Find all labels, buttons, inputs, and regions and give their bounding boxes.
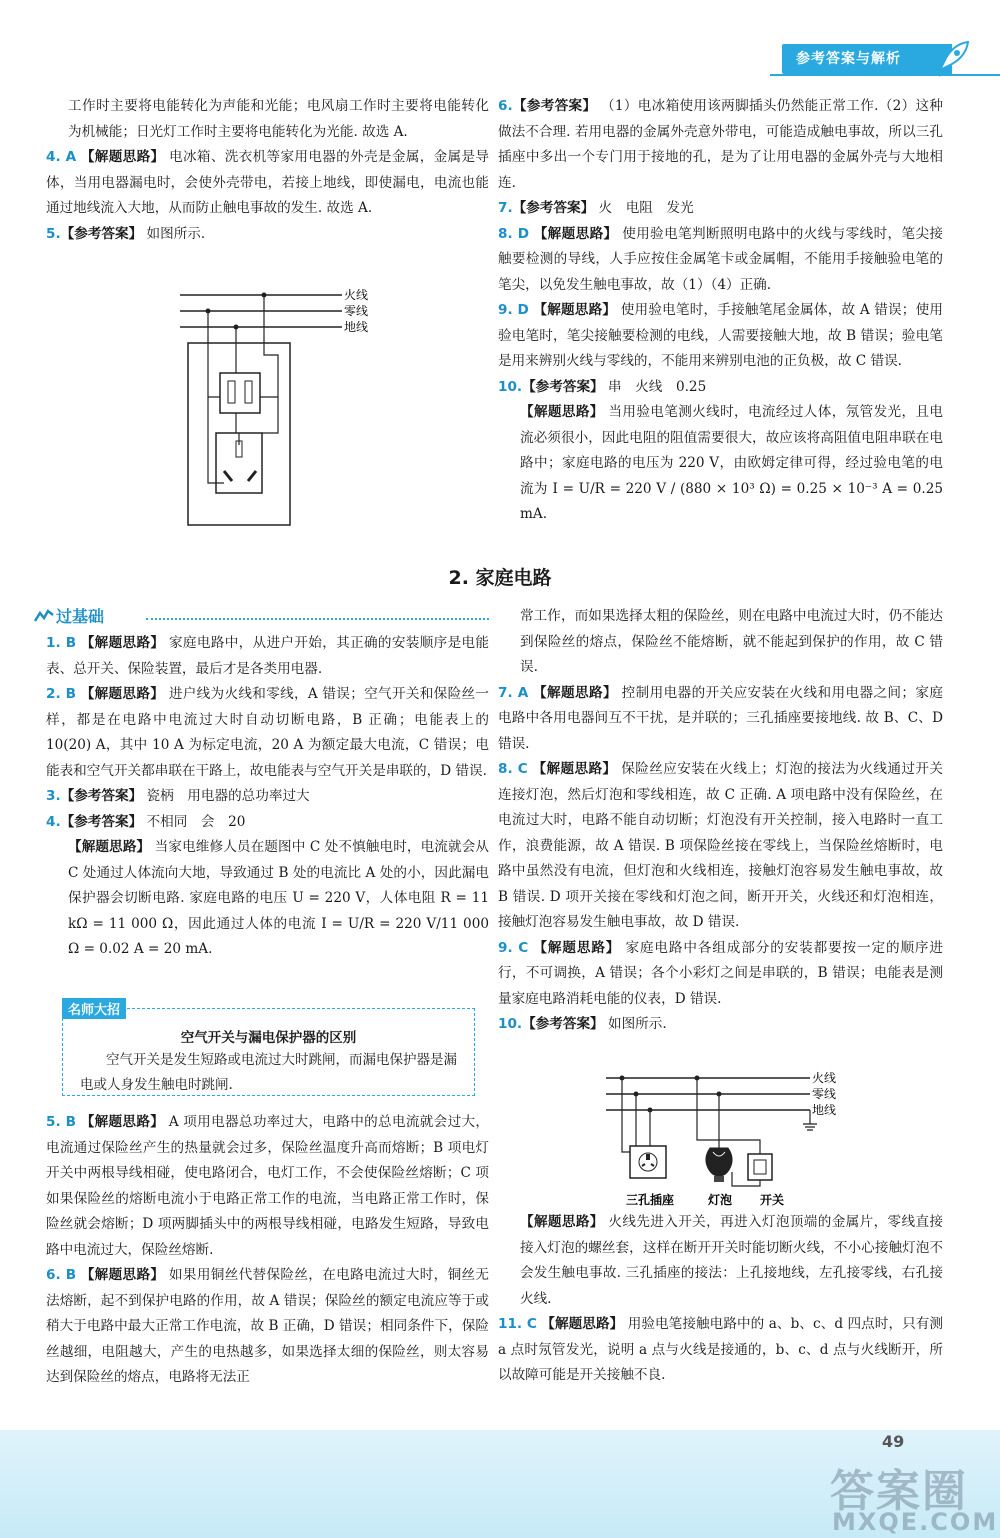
answer-tag: 【解题思路】: [80, 686, 165, 702]
answer-item: [498, 298, 943, 375]
jichu-icon: [34, 609, 54, 623]
answer-text: 使用验电笔判断照明电路中的火线与零线时，笔尖接触要检测的导线，人手应按住金属笔卡或金属帽，不能用手接触验电笔的笔尖，以免发生触电事故，故（1）（4）正确.: [498, 225, 944, 293]
answer-tag: 【解题思路】: [80, 1114, 165, 1130]
answer-item: [498, 400, 943, 528]
rocket-icon: [932, 38, 972, 78]
answer-item: [46, 222, 489, 248]
answer-item: [498, 222, 943, 299]
continuation-text: 常工作，而如果选择太粗的保险丝，则在电路中电流过大时，仍不能达到保险丝的熔点，保险丝不能熔断，就不能起到保护的作用，故 C 错误.: [520, 608, 943, 675]
question-number: 2. B: [46, 686, 77, 702]
answer-tag: 【解题思路】: [80, 1267, 165, 1283]
question-number: 6. B: [46, 1267, 77, 1283]
answer-item: [498, 1312, 943, 1389]
right-top-column: [498, 94, 943, 528]
answer-item: [498, 94, 943, 196]
answer-text: 电冰箱、洗衣机等家用电器的外壳是金属，金属是导体，当用电器漏电时，会使外壳带电，若接上地线，即使漏电，电流也能通过地线流入大地，从而防止触电事故的发生. 故选 A.: [46, 149, 489, 216]
answer-tag: 【参考答案】: [522, 378, 604, 395]
answer-tag: 【参考答案】: [60, 225, 143, 242]
answer-tag: 【解题思路】: [533, 939, 621, 956]
right-bottom-column: [498, 604, 943, 1038]
question-number: 9. C: [498, 939, 529, 956]
answer-text: 如图所示.: [607, 1016, 667, 1032]
answer-tag: 【解题思路】: [80, 635, 165, 651]
socket-label: 三孔插座: [626, 1193, 675, 1207]
answer-text: 火 电阻 发光: [598, 200, 694, 216]
tips-label: 名师大招: [62, 998, 126, 1019]
fire-line-label: 火线: [812, 1071, 837, 1085]
left-bottom-column-2: [46, 1110, 489, 1391]
ground-line-label: 地线: [344, 320, 369, 334]
question-number: 1. B: [46, 635, 77, 651]
household-circuit-figure: [600, 1068, 850, 1214]
watermark-url: MXQE.COM: [832, 1508, 999, 1536]
zero-line-label: 零线: [344, 304, 369, 318]
answer-tag: 【参考答案】: [512, 98, 597, 114]
answer-text: 火线先进入开关，再进入灯泡顶端的金属片，零线直接接入灯泡的螺丝套，这样在断开开关时能切断火线，不小心接触灯泡不会发生触电事故. 三孔插座的接法：上孔接地线，左孔接零线，右孔接火线.: [520, 1214, 943, 1307]
answer-item: [498, 1210, 943, 1312]
answer-text: 保险丝应安装在火线上；灯泡的接法为火线通过开关连接灯泡，然后灯泡和零线相连，故 C 正确. A 项电路中没有保险丝，在电流过大时，电路不能自动切断；灯泡没有开关控制，接入电路时一直工作，浪费能源，故 A 错误. B 项保险丝接在零线上，当保险丝熔断时，电路中虽然没有电流，但灯泡和火线相连，接触灯泡容易发生触电事故，故 B 错误. D 项开关接在零线和灯泡之间，断开开关，火线还和灯泡相连，接触灯泡容易发生触电事故，故 D 错误.: [498, 761, 943, 930]
answer-text: （1）电冰箱使用该两脚插头仍然能正常工作.（2）这种做法不合理. 若用电器的金属外壳意外带电，可能造成触电事故，所以三孔插座中多出一个专门用于接地的孔，是为了让用电器的金属外壳与大地相连.: [498, 98, 944, 191]
answer-tag: 【解题思路】: [541, 1316, 624, 1332]
switch-label: 开关: [760, 1193, 785, 1207]
answer-tag: 【参考答案】: [522, 1016, 604, 1032]
watermark: 答案圈: [830, 1466, 968, 1517]
answer-tag: 【解题思路】: [533, 302, 617, 318]
answer-item: [498, 1012, 943, 1038]
answer-item: [46, 631, 489, 682]
answer-tag: 【解题思路】: [520, 404, 604, 420]
question-number: 6.: [498, 98, 513, 114]
answer-item: [46, 682, 489, 784]
answer-text: 家庭电路中，从进户开始，其正确的安装顺序是电能表、总开关、保险装置，最后才是各类用电器.: [46, 635, 490, 677]
zero-line-label: 零线: [812, 1087, 837, 1101]
question-number: 3.: [46, 788, 61, 804]
answer-tag: 【解题思路】: [533, 225, 618, 242]
answer-tag: 【解题思路】: [68, 839, 151, 855]
answer-text: 家庭电路中各组成部分的安装都要按一定的顺序进行，不可调换，A 错误；各个小彩灯之间是串联的，B 错误；电能表是测量家庭电路消耗电能的仪表，D 错误.: [498, 939, 943, 1007]
answer-text: 当用验电笔测火线时，电流经过人体，氖管发光，且电流必须很小，因此电阻的阻值需要很大，故应该将高阻值电阻串联在电路中；家庭电路的电压为 220 V，由欧姆定律可得，经过验电笔的电流为: [520, 404, 943, 497]
jichu-divider: [146, 618, 489, 620]
page-number: 49: [882, 1432, 905, 1451]
header-tab: 参考答案与解析: [782, 44, 952, 74]
answer-item: [498, 757, 943, 936]
question-number: 10.: [498, 1016, 523, 1032]
question-number: 7. A: [498, 684, 529, 701]
question-number: 9. D: [498, 302, 529, 318]
answer-tag: 【解题思路】: [533, 684, 617, 701]
left-bottom-column: [46, 631, 489, 963]
answer-item: [46, 145, 489, 222]
right-bottom-column-2: [498, 1210, 943, 1389]
answer-tag: 【解题思路】: [532, 761, 617, 777]
continuation-text: 工作时主要将电能转化为声能和光能；电风扇工作时主要将电能转化为机械能；日光灯工作时主要将电能转化为光能. 故选 A.: [68, 98, 489, 140]
question-number: 5.: [46, 225, 61, 242]
jichu-label: 过基础: [56, 607, 105, 626]
answer-tag: 【参考答案】: [60, 788, 143, 804]
answer-item: [498, 196, 943, 222]
question-number: 11. C: [498, 1316, 537, 1332]
question-number: 5. B: [46, 1114, 77, 1130]
question-number: 10.: [498, 378, 523, 395]
answer-tag: 【参考答案】: [60, 813, 143, 830]
answer-tag: 【解题思路】: [520, 1214, 604, 1230]
question-number: 4. A: [46, 149, 77, 165]
answer-item: [46, 1110, 489, 1263]
answer-text: 如图所示.: [146, 225, 206, 242]
socket-wiring-figure: [170, 285, 380, 530]
answer-text: 进户线为火线和零线，A 错误；空气开关和保险丝一样，都是在电路中电流过大时自动切断电路，B 正确；电能表上的 10(20) A，其中 10 A 为标定电流，20 A 为额定最大电流，C 错误；电能表和空气开关都串联在干路上，故电能表与空气开关是串联的，D 错误.: [46, 686, 490, 779]
question-number: 4.: [46, 813, 61, 830]
ground-line-label: 地线: [812, 1103, 837, 1117]
answer-tag: 【解题思路】: [80, 149, 165, 165]
answer-text: 当家电维修人员在题图中 C 处不慎触电时，电流就会从 C 处通过人体流向大地，导致通过 B 处的电流比 A 处的小，因此漏电保护器会切断电路. 家庭电路的电压 U = 220 V，人体电阻 R = 11 kΩ = 11 000 Ω，因此通过人体的电流 I = U/R = 220 V/11 000 Ω = 0.02 A = 20 mA.: [68, 839, 490, 957]
answer-item: [498, 936, 943, 1013]
tips-title: 空气开关与漏电保护器的区别: [180, 1030, 357, 1046]
answer-item: [46, 810, 489, 836]
answer-item: [46, 784, 489, 810]
answer-text: 控制用电器的开关应安装在火线和用电器之间；家庭电路中各用电器间互不干扰，是并联的；三孔插座要接地线. 故 B、C、D 错误.: [498, 684, 943, 752]
answer-item: [498, 681, 943, 758]
formula: I = U/R = 220 V / (880 × 10³ Ω) = 0.25 × 10⁻³ A = 0.25 mA.: [520, 480, 943, 522]
jichu-bar: [34, 604, 489, 628]
answer-item: [498, 375, 943, 401]
tips-body: [80, 1048, 465, 1098]
question-number: 7.: [498, 200, 513, 216]
answer-text: A 项用电器总功率过大，电路中的总电流就会过大，电流通过保险丝产生的热量就会过多，保险丝温度升高而熔断；B 项电灯开关中两根导线相碰，使电路闭合，电灯工作，不会使保险丝熔断；C 项如果保险丝的熔断电流小于电路正常工作的电流，当电路正常工作时，保险丝就会熔断；D 项两脚插头中的两根导线相碰，电路发生短路，导致电路中电流过大，保险丝熔断.: [46, 1114, 490, 1258]
section-title: 2. 家庭电路: [448, 567, 552, 589]
answer-text: 瓷柄 用电器的总功率过大: [146, 788, 310, 804]
answer-text: 不相同 会 20: [146, 813, 246, 830]
answer-text: 串 火线 0.25: [607, 378, 707, 395]
answer-tag: 【参考答案】: [512, 200, 595, 216]
left-top-column: [46, 94, 489, 247]
answer-text: 使用验电笔时，手接触笔尾金属体，故 A 错误；使用验电笔时，笔尖接触要检测的电线，人需要接触大地，故 B 错误；验电笔是用来辨别火线与零线的，不能用来辨别电池的正负极，故 C 错误.: [498, 302, 944, 369]
question-number: 8. C: [498, 761, 528, 777]
fire-line-label: 火线: [344, 288, 369, 302]
answer-item: [46, 1263, 489, 1391]
answer-text: 如果用铜丝代替保险丝，在电路电流过大时，铜丝无法熔断，起不到保护电路的作用，故 A 错误；保险丝的额定电流应等于或稍大于电路中最大正常工作电流，故 B 正确，D 错误；相同条件下，保险丝越细，电阻越大，产生的电热越多，如果选择太细的保险丝，则太容易达到保险丝的熔点，电路将无法正: [46, 1267, 490, 1385]
bulb-label: 灯泡: [708, 1193, 733, 1207]
answer-item: [46, 835, 489, 963]
tips-text: 空气开关是发生短路或电流过大时跳闸，而漏电保护器是漏电或人身发生触电时跳闸.: [80, 1052, 457, 1093]
answer-text: 用验电笔接触电路中的 a、b、c、d 四点时，只有测 a 点时氖管发光，说明 a 点与火线是接通的，b、c、d 点与火线断开，所以故障可能是开关接触不良.: [498, 1316, 944, 1383]
question-number: 8. D: [498, 225, 530, 242]
